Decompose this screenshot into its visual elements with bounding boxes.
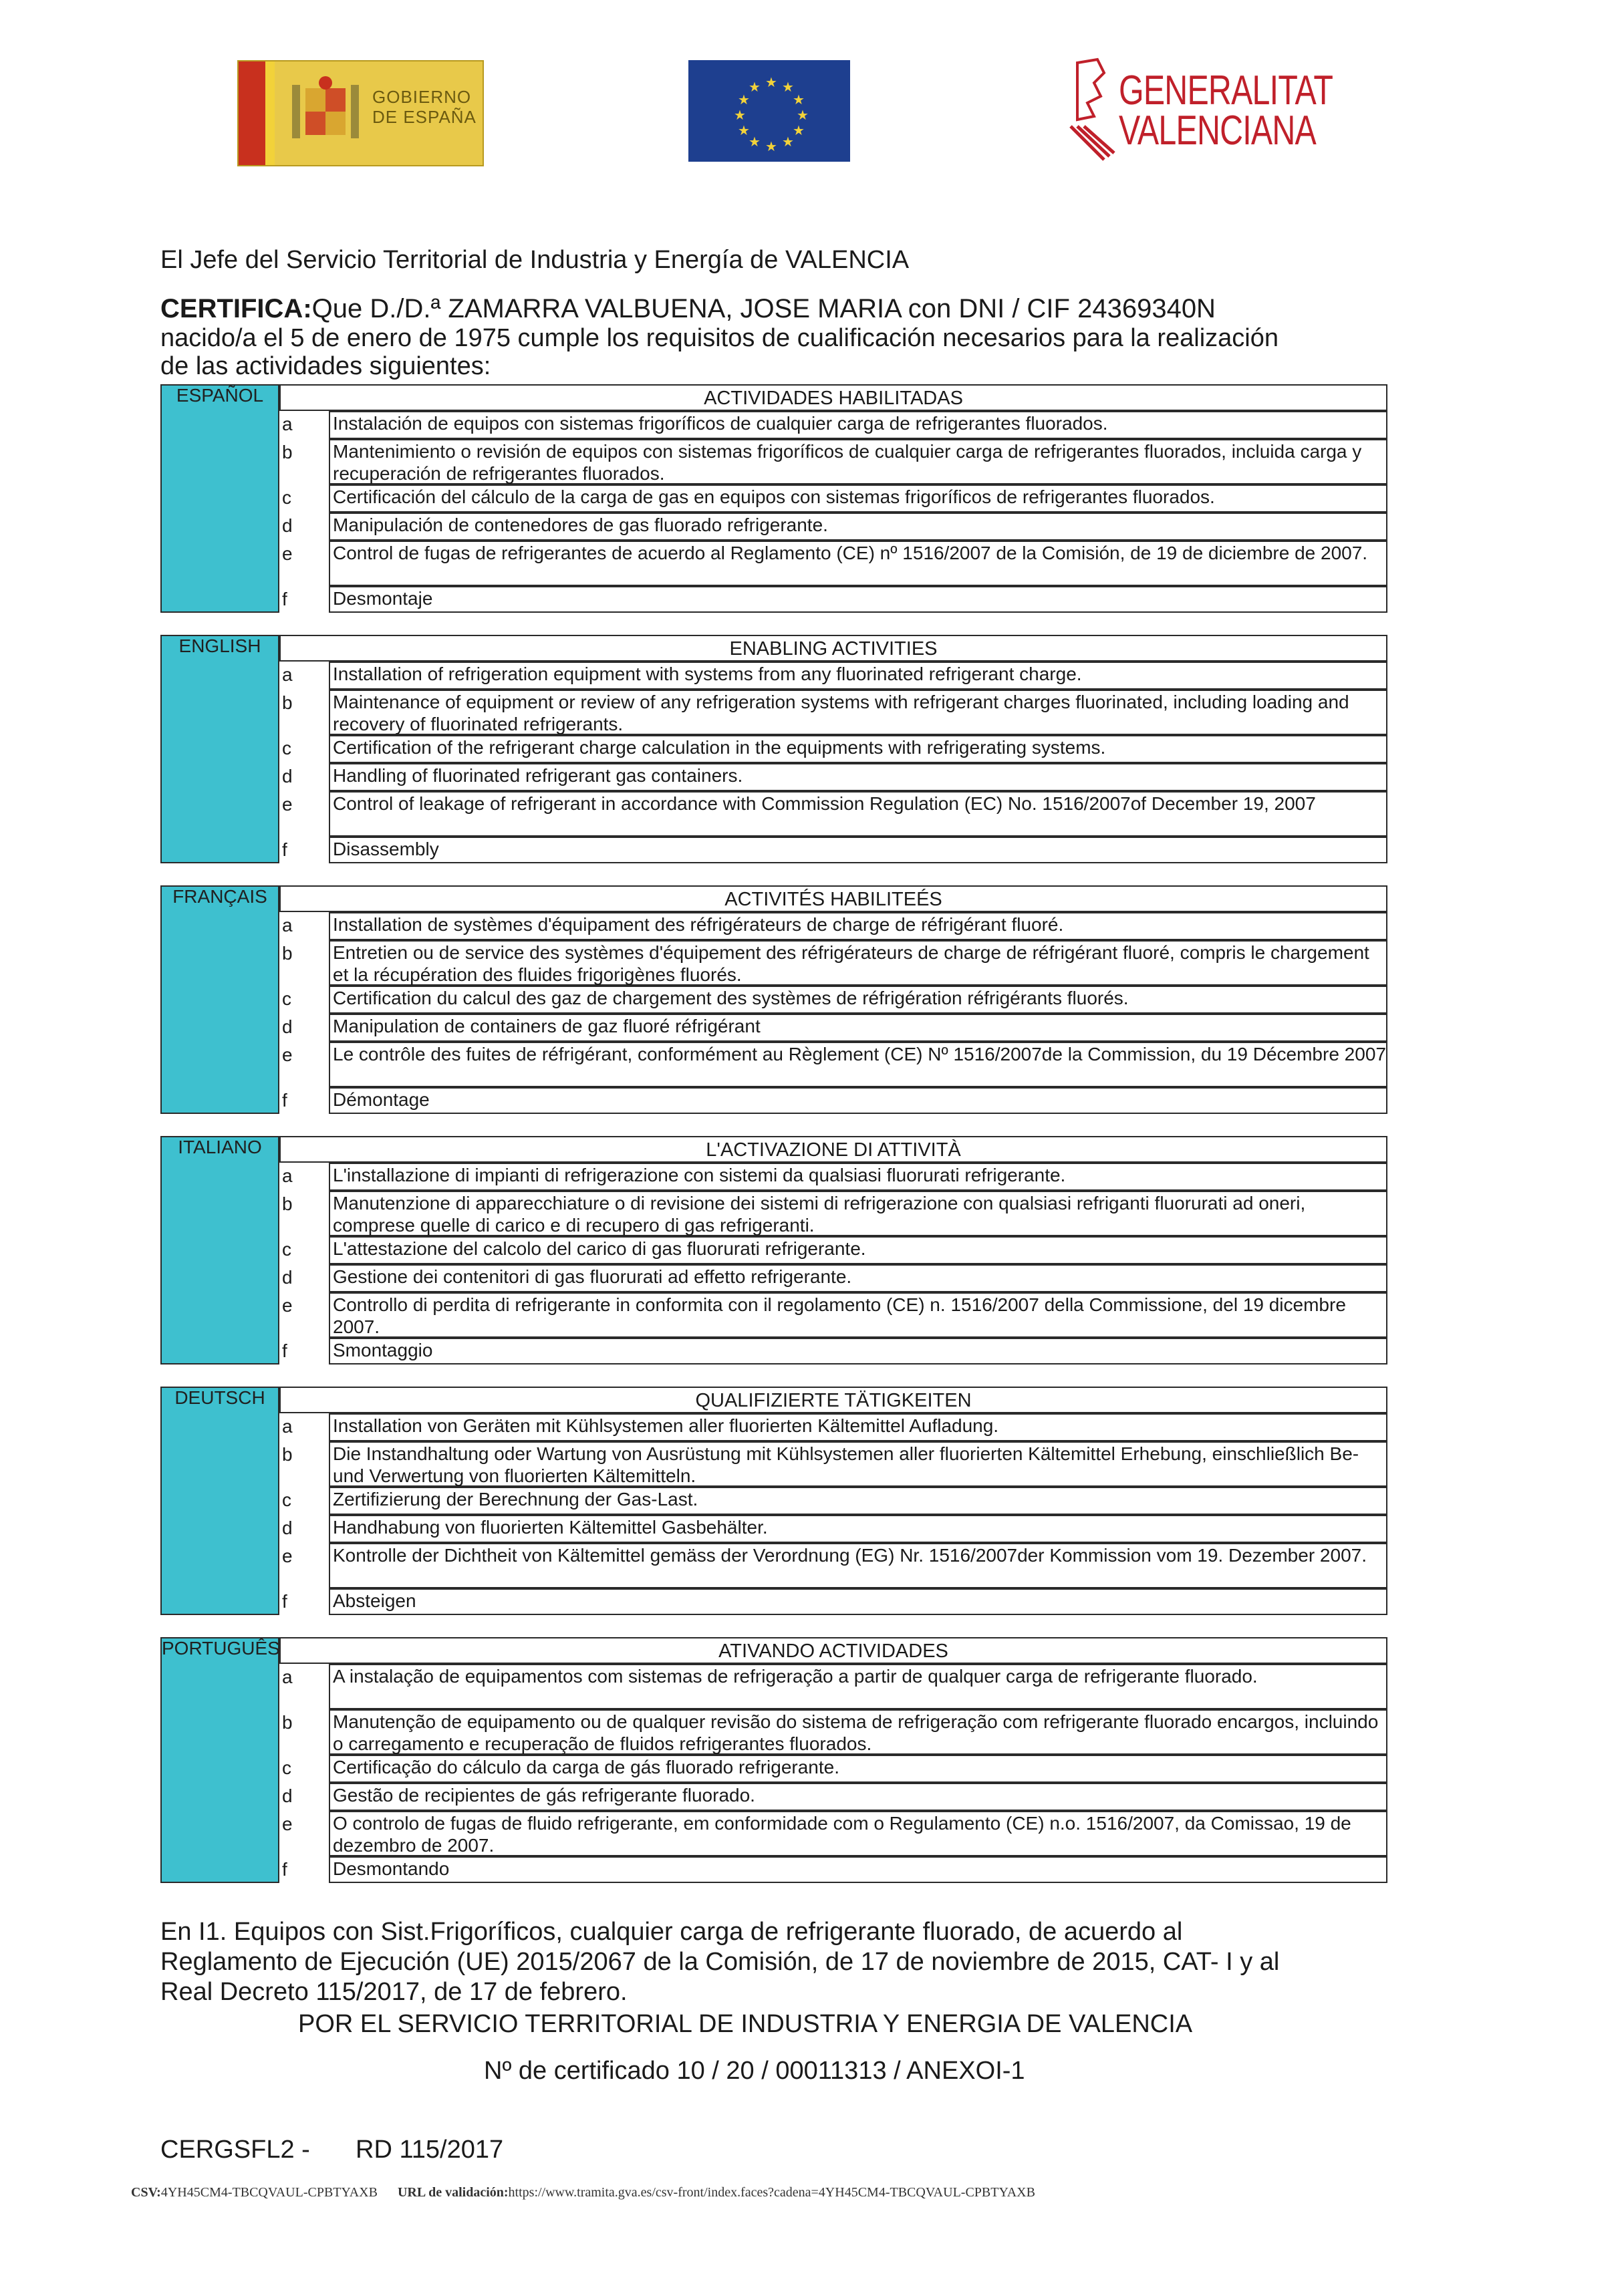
activity-description: Kontrolle der Dichtheit von Kältemittel gemäss der Verordnung (EG) Nr. 1516/2007der Kommission vom 19. Dezember 2007.	[329, 1543, 1387, 1588]
activity-letter: c	[282, 1239, 291, 1260]
activity-description: Installation von Geräten mit Kühlsystemen aller fluorierten Kältemittel Aufladung.	[329, 1413, 1387, 1441]
activity-description: Installation de systèmes d'équipament des réfrigérateurs de charge de réfrigérant fluoré.	[329, 912, 1387, 940]
activity-letter: b	[282, 1444, 293, 1465]
activity-letter: e	[282, 543, 293, 564]
activity-description: Maintenance of equipment or review of any refrigeration systems with refrigerant charges fluorinated, including loading and recovery of fluorinated refrigerants.	[329, 690, 1387, 735]
activity-letter: e	[282, 794, 293, 815]
section-title: ACTIVIDADES HABILITADAS	[279, 384, 1387, 411]
activity-letter: d	[282, 515, 293, 536]
activity-description: Instalación de equipos con sistemas frigoríficos de cualquier carga de refrigerantes fluorados.	[329, 411, 1387, 439]
activity-description: Handhabung von fluorierten Kältemittel Gasbehälter.	[329, 1515, 1387, 1543]
svg-text:★: ★	[749, 134, 761, 150]
activity-description: Desmontaje	[329, 586, 1387, 613]
validation-line	[131, 2185, 1035, 2200]
servicio-signature-line: POR EL SERVICIO TERRITORIAL DE INDUSTRIA Y ENERGIA DE VALENCIA	[298, 2010, 1193, 2038]
activity-letter: f	[282, 1090, 287, 1111]
activity-description: Manutenção de equipamento ou de qualquer revisão do sistema de refrigeração com refrigerante fluorado encargos, incluindo o carregamento e recuperação de fluidos refrigerantes fluorados.	[329, 1709, 1387, 1755]
csv-label: CSV:	[131, 2185, 161, 2200]
eu-stars-icon	[688, 60, 850, 162]
activity-description: L'attestazione del calcolo del carico di gas fluorurati refrigerante.	[329, 1236, 1387, 1264]
activity-description: Desmontando	[329, 1856, 1387, 1883]
svg-text:★: ★	[734, 107, 746, 123]
certifica-line	[160, 294, 1216, 324]
footer-scope-line1: En I1. Equipos con Sist.Frigoríficos, cualquier carga de refrigerante fluorado, de acuerdo al	[160, 1918, 1183, 1946]
activity-description: Installation of refrigeration equipment with systems from any fluorinated refrigerant charge.	[329, 662, 1387, 690]
language-column	[160, 1387, 279, 1615]
svg-text:★: ★	[793, 122, 805, 138]
certificate-number: Nº de certificado 10 / 20 / 00011313 / ANEXOI-1	[484, 2057, 1025, 2085]
activity-letter: d	[282, 1785, 293, 1806]
activity-description: Controllo di perdita di refrigerante in conformita con il regolamento (CE) n. 1516/2007 della Commissione, del 19 dicembre 2007.	[329, 1292, 1387, 1338]
svg-text:★: ★	[782, 79, 794, 95]
svg-text:★: ★	[738, 92, 750, 108]
language-column	[160, 1637, 279, 1883]
language-column	[160, 885, 279, 1114]
activity-description: Absteigen	[329, 1588, 1387, 1615]
activity-description: Control of leakage of refrigerant in accordance with Commission Regulation (EC) No. 1516/2007of December 19, 2007	[329, 791, 1387, 837]
activity-description: Certificação do cálculo da carga de gás fluorado refrigerante.	[329, 1755, 1387, 1783]
activity-letter: d	[282, 1518, 293, 1538]
activity-letter: b	[282, 1712, 293, 1733]
activity-description: Entretien ou de service des systèmes d'équipement des réfrigérateurs de charge de réfrigérant fluoré, compris le chargement et la récupération des fluides frigorigènes fluorés.	[329, 940, 1387, 986]
activity-letter: e	[282, 1295, 293, 1316]
gobierno-logo-line1: GOBIERNO	[372, 87, 472, 107]
activity-letter: f	[282, 1591, 287, 1612]
activity-description: O controlo de fugas de fluido refrigerante, em conformidade com o Regulamento (CE) n.o. 1516/2007, da Comissao, 19 de dezembro de 2007.	[329, 1811, 1387, 1856]
activity-letter: c	[282, 988, 291, 1009]
activity-description: Gestione dei contenitori di gas fluorurati ad effetto refrigerante.	[329, 1264, 1387, 1292]
svg-text:★: ★	[797, 107, 809, 123]
activity-description: Die Instandhaltung oder Wartung von Ausrüstung mit Kühlsystemen aller fluorierten Kältemittel Erhebung, einschließlich Be-und Verwertung von fluorierten Kältemitteln.	[329, 1441, 1387, 1487]
svg-text:★: ★	[765, 138, 777, 154]
language-label: DEUTSCH	[162, 1388, 278, 1408]
activity-description: Certification du calcul des gaz de chargement des systèmes de réfrigération réfrigérants fluorés.	[329, 986, 1387, 1014]
certifica-label: CERTIFICA:	[160, 294, 312, 323]
generalitat-logo-line2: VALENCIANA	[1119, 108, 1316, 154]
activity-letter: b	[282, 1193, 293, 1214]
activity-letter: f	[282, 1859, 287, 1880]
activity-letter: a	[282, 1667, 293, 1687]
svg-text:★: ★	[738, 122, 750, 138]
royal-decree-ref: RD 115/2017	[356, 2136, 504, 2164]
flag-stripe-yellow	[265, 61, 275, 165]
activity-description: Control de fugas de refrigerantes de acuerdo al Reglamento (CE) nº 1516/2007 de la Comisión, de 19 de diciembre de 2007.	[329, 541, 1387, 586]
activity-description: Manipulación de contenedores de gas fluorado refrigerante.	[329, 513, 1387, 541]
activity-description: Manipulation de containers de gaz fluoré réfrigérant	[329, 1014, 1387, 1042]
activity-description: A instalação de equipamentos com sistemas de refrigeração a partir de qualquer carga de refrigerante fluorado.	[329, 1664, 1387, 1709]
form-code: CERGSFL2 -	[160, 2136, 310, 2164]
eu-flag-icon	[688, 60, 850, 162]
activity-letter: b	[282, 442, 293, 462]
activity-description: Certification of the refrigerant charge calculation in the equipments with refrigerating systems.	[329, 735, 1387, 763]
activity-letter: a	[282, 915, 293, 936]
activity-description: Démontage	[329, 1087, 1387, 1114]
language-column	[160, 384, 279, 613]
activity-letter: d	[282, 766, 293, 786]
svg-text:★: ★	[782, 134, 794, 150]
activity-letter: d	[282, 1267, 293, 1288]
activity-letter: c	[282, 487, 291, 508]
generalitat-valenciana-logo	[1057, 56, 1333, 163]
activity-letter: f	[282, 1340, 287, 1361]
activity-letter: b	[282, 943, 293, 964]
activity-description: Gestão de recipientes de gás refrigerante fluorado.	[329, 1783, 1387, 1811]
language-column	[160, 635, 279, 863]
activity-description: Handling of fluorinated refrigerant gas containers.	[329, 763, 1387, 791]
activity-description: Disassembly	[329, 837, 1387, 863]
activity-letter: d	[282, 1016, 293, 1037]
language-label: ESPAÑOL	[162, 386, 278, 406]
section-title: ENABLING ACTIVITIES	[279, 635, 1387, 662]
activity-description: Smontaggio	[329, 1338, 1387, 1365]
flag-stripe	[239, 61, 265, 165]
gobierno-logo-text	[372, 87, 477, 127]
activity-letter: e	[282, 1814, 293, 1834]
generalitat-logo-text	[1119, 67, 1333, 154]
activity-letter: f	[282, 589, 287, 609]
issuer-line: El Jefe del Servicio Territorial de Industria y Energía de VALENCIA	[160, 246, 910, 274]
generalitat-logo-line1: GENERALITAT	[1119, 67, 1333, 114]
activity-letter: e	[282, 1546, 293, 1566]
gobierno-logo-line2: DE ESPAÑA	[372, 107, 477, 127]
svg-text:★: ★	[793, 92, 805, 108]
activity-letter: a	[282, 664, 293, 685]
generalitat-emblem-icon	[1057, 56, 1117, 163]
language-label: FRANÇAIS	[162, 887, 278, 907]
activity-letter: c	[282, 738, 291, 758]
section-title: ACTIVITÉS HABILITEÉS	[279, 885, 1387, 912]
validation-url[interactable]: https://www.tramita.gva.es/csv-front/index.faces?cadena=4YH45CM4-TBCQVAUL-CPBTYAXB	[508, 2185, 1035, 2200]
activities-intro-line: de las actividades siguientes:	[160, 352, 491, 380]
language-label: PORTUGUÊS	[162, 1638, 280, 1659]
svg-text:★: ★	[765, 74, 777, 90]
activity-letter: c	[282, 1489, 291, 1510]
activity-letter: f	[282, 839, 287, 860]
footer-scope-line3: Real Decreto 115/2017, de 17 de febrero.	[160, 1978, 628, 2006]
language-label: ITALIANO	[162, 1137, 278, 1157]
gobierno-espana-logo	[237, 60, 484, 166]
activity-letter: e	[282, 1044, 293, 1065]
activity-letter: a	[282, 1416, 293, 1437]
activity-letter: a	[282, 1165, 293, 1186]
url-label: URL de validación:	[397, 2185, 509, 2200]
certifica-text: Que D./D.ª ZAMARRA VALBUENA, JOSE MARIA con DNI / CIF 24369340N	[311, 294, 1216, 323]
activity-description: Zertifizierung der Berechnung der Gas-Last.	[329, 1487, 1387, 1515]
footer-scope-line2: Reglamento de Ejecución (UE) 2015/2067 de la Comisión, de 17 de noviembre de 2015, CAT- I y al	[160, 1948, 1280, 1976]
section-title: ATIVANDO ACTIVIDADES	[279, 1637, 1387, 1664]
section-title: L'ACTIVAZIONE DI ATTIVITÀ	[279, 1136, 1387, 1163]
activity-description: Manutenzione di apparecchiature o di revisione dei sistemi di refrigerazione con qualsiasi refriganti fluorurati ad oneri, comprese quelle di carico e di recupero di gas refrigeranti.	[329, 1191, 1387, 1236]
spain-coat-of-arms-icon	[285, 75, 366, 152]
activity-letter: a	[282, 414, 293, 434]
csv-value: 4YH45CM4-TBCQVAUL-CPBTYAXB	[160, 2185, 378, 2200]
activity-description: Certificación del cálculo de la carga de gas en equipos con sistemas frigoríficos de refrigerantes fluorados.	[329, 484, 1387, 513]
section-title: QUALIFIZIERTE TÄTIGKEITEN	[279, 1387, 1387, 1413]
activity-letter: b	[282, 692, 293, 713]
birth-requirements-line: nacido/a el 5 de enero de 1975 cumple los requisitos de cualificación necesarios para la realización	[160, 324, 1279, 352]
language-label: ENGLISH	[162, 636, 278, 656]
activity-description: Mantenimiento o revisión de equipos con sistemas frigoríficos de cualquier carga de refrigerantes fluorados, incluida carga y recuperación de refrigerantes fluorados.	[329, 439, 1387, 484]
activity-description: Le contrôle des fuites de réfrigérant, conformément au Règlement (CE) Nº 1516/2007de la Commission, du 19 Décembre 2007	[329, 1042, 1387, 1087]
svg-text:★: ★	[749, 79, 761, 95]
activity-description: L'installazione di impianti di refrigerazione con sistemi da qualsiasi fluorurati refrigerante.	[329, 1163, 1387, 1191]
activity-letter: c	[282, 1757, 291, 1778]
language-column	[160, 1136, 279, 1365]
